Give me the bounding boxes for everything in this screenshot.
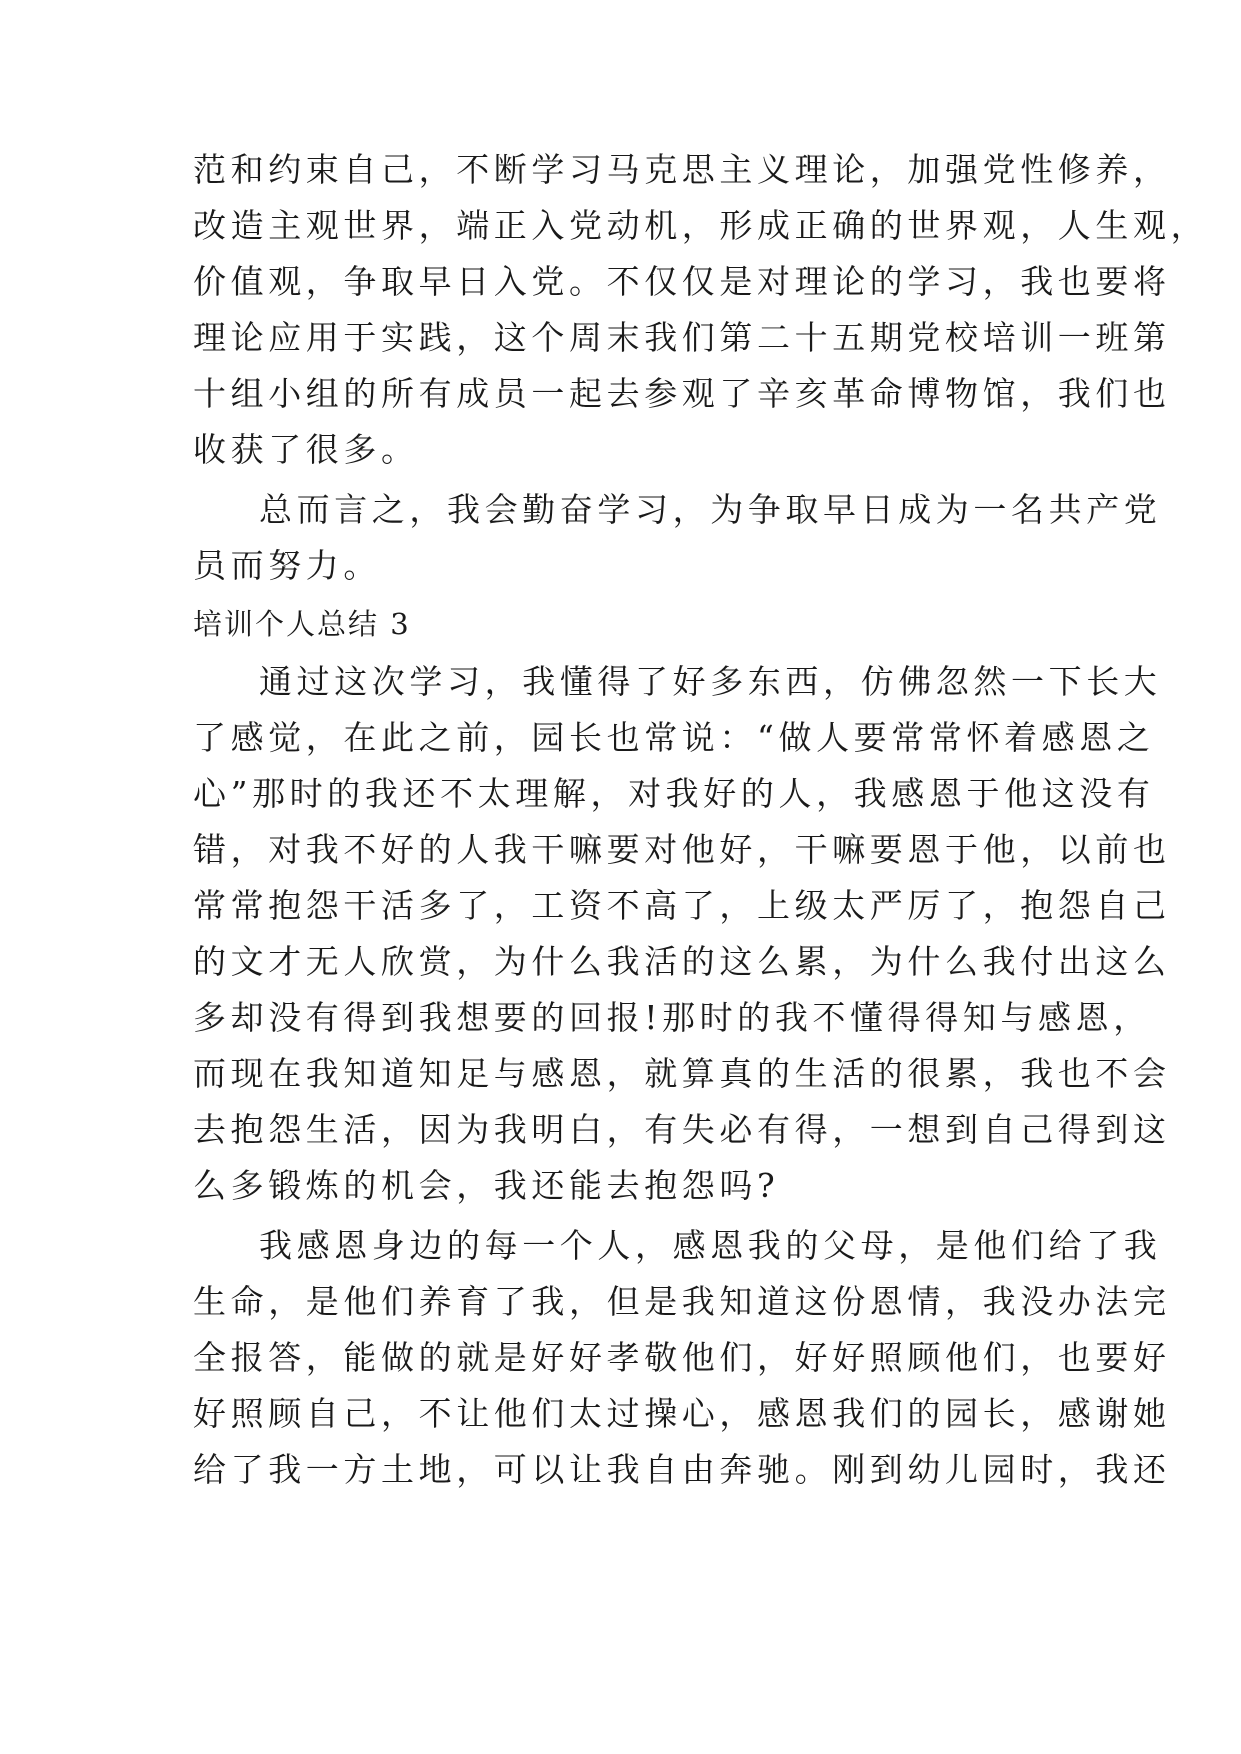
paragraph-line: 员而努力。 <box>193 546 381 585</box>
paragraph-line: 的文才无人欣赏，为什么我活的这么累，为什么我付出这么 <box>193 942 1171 981</box>
paragraph-line: 多却没有得到我想要的回报!那时的我不懂得得知与感恩， <box>193 998 1151 1037</box>
paragraph-line: 改造主观世界，端正入党动机，形成正确的世界观，人生观， <box>193 206 1209 245</box>
paragraph-line: 而现在我知道知足与感恩，就算真的生活的很累，我也不会 <box>193 1054 1171 1093</box>
paragraph-line: 全报答，能做的就是好好孝敬他们，好好照顾他们，也要好 <box>193 1338 1171 1377</box>
paragraph-line: 价值观，争取早日入党。不仅仅是对理论的学习，我也要将 <box>193 262 1171 301</box>
paragraph-line: 理论应用于实践，这个周末我们第二十五期党校培训一班第 <box>193 318 1171 357</box>
paragraph-line: 么多锻炼的机会，我还能去抱怨吗? <box>193 1166 780 1205</box>
paragraph-line: 心”那时的我还不太理解，对我好的人，我感恩于他这没有 <box>193 774 1155 813</box>
paragraph-line: 总而言之，我会勤奋学习，为争取早日成为一名共产党 <box>259 490 1162 529</box>
paragraph-line: 给了我一方土地，可以让我自由奔驰。刚到幼儿园时，我还 <box>193 1450 1171 1489</box>
paragraph-line: 好照顾自己，不让他们太过操心，感恩我们的园长，感谢她 <box>193 1394 1171 1433</box>
section-heading: 培训个人总结 3 <box>193 607 411 641</box>
paragraph-line: 生命，是他们养育了我，但是我知道这份恩情，我没办法完 <box>193 1282 1171 1321</box>
paragraph-line: 通过这次学习，我懂得了好多东西，仿佛忽然一下长大 <box>259 662 1162 701</box>
paragraph-line: 收获了很多。 <box>193 430 419 469</box>
paragraph-line: 错，对我不好的人我干嘛要对他好，干嘛要恩于他，以前也 <box>193 830 1171 869</box>
paragraph-line: 常常抱怨干活多了，工资不高了，上级太严厉了，抱怨自己 <box>193 886 1171 925</box>
paragraph-line: 范和约束自己，不断学习马克思主义理论，加强党性修养， <box>193 150 1171 189</box>
paragraph-line: 去抱怨生活，因为我明白，有失必有得，一想到自己得到这 <box>193 1110 1171 1149</box>
paragraph-line: 十组小组的所有成员一起去参观了辛亥革命博物馆，我们也 <box>193 374 1171 413</box>
paragraph-line: 了感觉，在此之前，园长也常说：“做人要常常怀着感恩之 <box>193 718 1155 757</box>
paragraph-line: 我感恩身边的每一个人，感恩我的父母，是他们给了我 <box>259 1226 1162 1265</box>
